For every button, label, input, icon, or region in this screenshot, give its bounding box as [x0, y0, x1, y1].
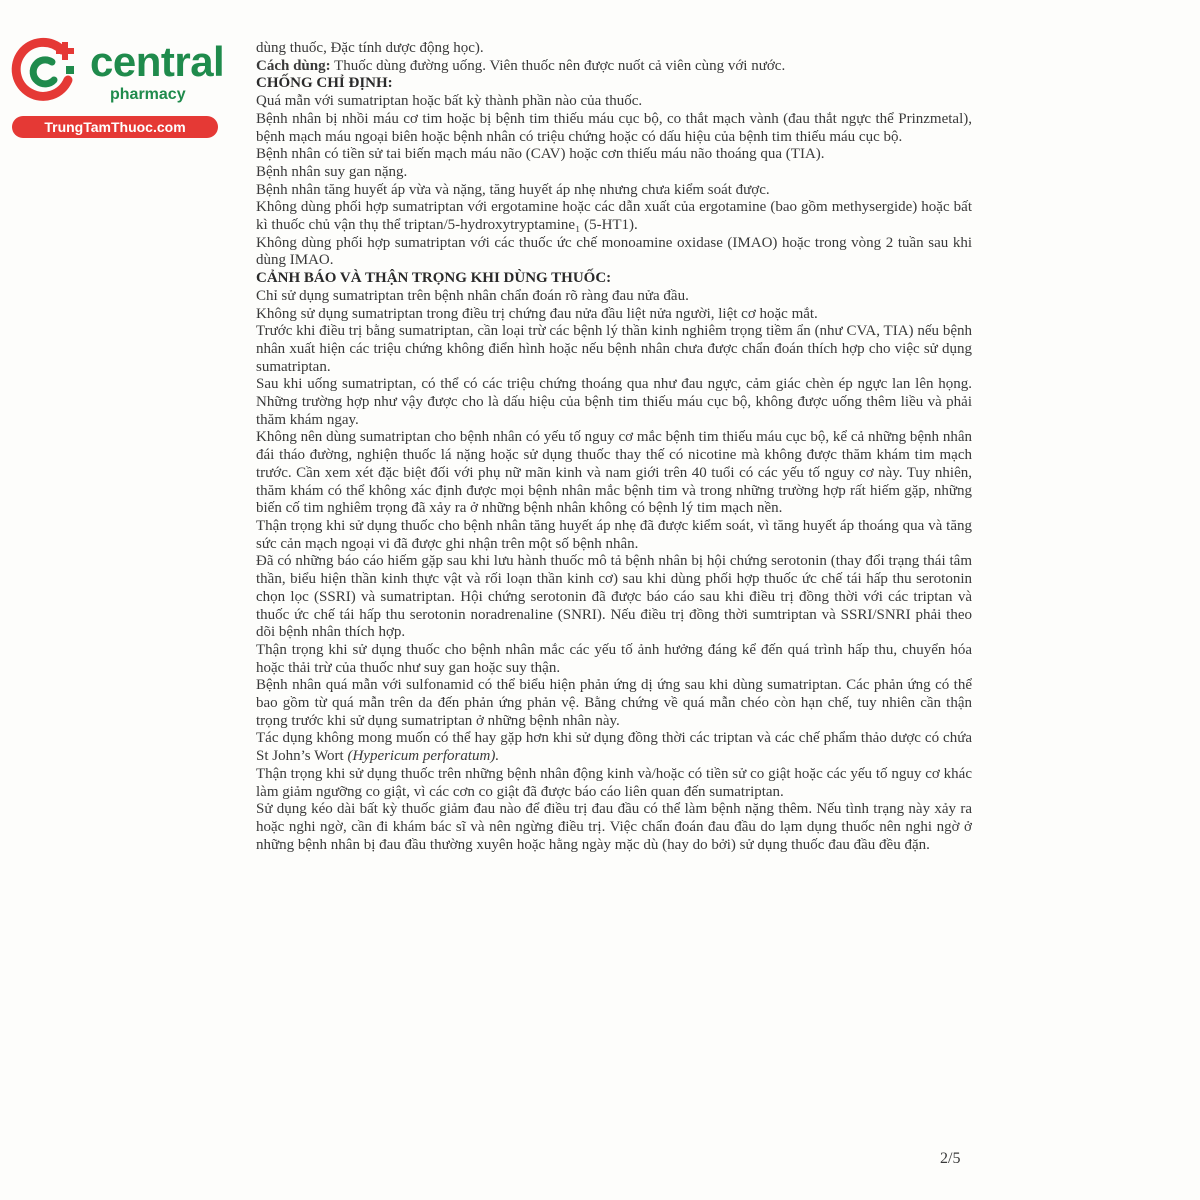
warning-paragraph: Sau khi uống sumatriptan, có thể có các triệu chứng thoáng qua như đau ngực, cảm giác chèn ép ngực lan lên họng. Những trường hợp như vậy được cho là dấu hiệu của bệnh tim thiếu máu cục bộ, không được uống thêm liều và phải thăm khám ngay.	[256, 376, 972, 428]
contra-paragraph: Bệnh nhân tăng huyết áp vừa và nặng, tăng huyết áp nhẹ nhưng chưa kiểm soát được.	[256, 181, 770, 198]
brand-url-badge[interactable]: TrungTamThuoc.com	[12, 116, 218, 138]
contra-paragraph: Quá mẫn với sumatriptan hoặc bất kỳ thành phần nào của thuốc.	[256, 93, 643, 110]
warning-paragraph: Thận trọng khi sử dụng thuốc trên những bệnh nhân động kinh và/hoặc có tiền sử co giật hoặc các yếu tố nguy cơ khác làm giảm ngưỡng co giật, vì các cơn co giật đã được báo cáo liên quan đến sumatriptan.	[256, 765, 972, 800]
brand-logo[interactable]	[10, 36, 225, 136]
warnings-heading: CẢNH BÁO VÀ THẬN TRỌNG KHI DÙNG THUỐC:	[256, 270, 612, 287]
leaflet-text	[256, 40, 972, 854]
warning-paragraph: Sử dụng kéo dài bất kỳ thuốc giảm đau nào để điều trị đau đầu có thể làm bệnh nặng thêm. Nếu tình trạng này xảy ra hoặc nghi ngờ, cần đi khám bác sĩ và nên ngừng điều trị. Việc chẩn đoán đau đầu do lạm dụng thuốc nên nghi ngờ ở những bệnh nhân bị đau đầu thường xuyên hoặc hằng ngày mặc dù (hay do bởi) sử dụng thuốc đau đầu đều đặn.	[256, 801, 972, 853]
page-number: 2/5	[940, 1150, 961, 1167]
warning-paragraph	[256, 730, 972, 765]
contra-paragraph: Bệnh nhân suy gan nặng.	[256, 163, 408, 180]
contraindications-heading: CHỐNG CHỈ ĐỊNH:	[256, 75, 393, 92]
warning-paragraph: Trước khi điều trị bằng sumatriptan, cần loại trừ các bệnh lý thần kinh nghiêm trọng tiềm ẩn (như CVA, TIA) nếu bệnh nhân xuất hiện các triệu chứng không điển hình hoặc nếu bệnh nhân chưa được chẩn đoán thích hợp cho việc sử dụng sumatriptan.	[256, 323, 972, 375]
warning-paragraph: Thận trọng khi sử dụng thuốc cho bệnh nhân mắc các yếu tố ảnh hưởng đáng kể đến quá trình hấp thu, chuyển hóa hoặc thải trừ của thuốc như suy gan hoặc suy thận.	[256, 641, 972, 676]
warning-paragraph: Bệnh nhân quá mẫn với sulfonamid có thể biểu hiện phản ứng dị ứng sau khi dùng sumatriptan. Các phản ứng có thể bao gồm từ quá mẫn trên da đến phản ứng phản vệ. Bằng chứng về quá mẫn chéo còn hạn chế, tuy nhiên cần thận trọng trước khi sử dụng sumatriptan ở những bệnh nhân này.	[256, 677, 972, 729]
warning-paragraph: Đã có những báo cáo hiếm gặp sau khi lưu hành thuốc mô tả bệnh nhân bị hội chứng serotonin (thay đổi trạng thái tâm thần, biểu hiện thần kinh thực vật và rối loạn thần kinh cơ) sau khi dùng phối hợp thuốc ức chế tái hấp thu serotonin chọn lọc (SSRI) và sumatriptan. Hội chứng serotonin đã được báo cáo sau khi điều trị đồng thời với các triptan và thuốc ức chế tái hấp thu serotonin noradrenaline (SNRI). Nếu điều trị đồng thời sumtriptan và SSRI/SNRI phải theo dõi bệnh nhân thích hợp.	[256, 553, 972, 641]
brand-subtitle: pharmacy	[110, 86, 186, 103]
usage-paragraph	[256, 58, 972, 76]
contra-paragraph: Không dùng phối hợp sumatriptan với ergotamine hoặc các dẫn xuất của ergotamine (bao gồm methysergide) hoặc bất kì thuốc chủ vận thụ thể triptan/5-hydroxytryptamine₁ (5-HT1).	[256, 199, 972, 234]
warning-paragraph: Thận trọng khi sử dụng thuốc cho bệnh nhân tăng huyết áp nhẹ đã được kiểm soát, vì tăng huyết áp thoáng qua và tăng sức cản mạch ngoại vi đã được ghi nhận trên một số bệnh nhân.	[256, 517, 972, 552]
contra-paragraph: Bệnh nhân có tiền sử tai biến mạch máu não (CAV) hoặc cơn thiếu máu não thoáng qua (TIA).	[256, 146, 825, 163]
warning-paragraph: Không nên dùng sumatriptan cho bệnh nhân có yếu tố nguy cơ mắc bệnh tim thiếu máu cục bộ, kể cả những bệnh nhân đái tháo đường, nghiện thuốc lá nặng hoặc sử dụng thuốc thay thế có nicotine mà không được thăm khám tim mạch trước. Cần xem xét đặc biệt đối với phụ nữ mãn kinh và nam giới trên 40 tuổi có các yếu tố nguy cơ này. Tuy nhiên, thăm khám có thể không xác định được mọi bệnh nhân mắc bệnh tim và trong những trường hợp rất hiếm gặp, những biến cố tim nghiêm trọng đã xảy ra ở những bệnh nhân không có bệnh lý tim mạch nền.	[256, 429, 972, 517]
wort-latin-name: (Hypericum perforatum).	[347, 748, 500, 765]
usage-label: Cách dùng:	[256, 57, 331, 74]
central-pharmacy-logo-icon	[10, 36, 80, 106]
intro-line: dùng thuốc, Đặc tính dược động học).	[256, 40, 484, 56]
contra-paragraph: Bệnh nhân bị nhồi máu cơ tim hoặc bị bệnh tim thiếu máu cục bộ, co thắt mạch vành (đau thắt ngực thể Prinzmetal), bệnh mạch máu ngoại biên hoặc bệnh nhân có triệu chứng hoặc có dấu hiệu của bệnh tim thiếu máu cục bộ.	[256, 110, 972, 145]
contra-paragraph: Không dùng phối hợp sumatriptan với các thuốc ức chế monoamine oxidase (IMAO) hoặc trong vòng 2 tuần sau khi dùng IMAO.	[256, 234, 972, 269]
wort-text: Tác dụng không mong muốn có thể hay gặp hơn khi sử dụng đồng thời các triptan và các chế phẩm thảo dược có chứa St John’s Wort	[256, 730, 972, 765]
usage-text: Thuốc dùng đường uống. Viên thuốc nên được nuốt cả viên cùng với nước.	[330, 57, 786, 74]
warning-paragraph: Chỉ sử dụng sumatriptan trên bệnh nhân chẩn đoán rõ ràng đau nửa đầu.	[256, 287, 689, 304]
brand-name: central	[90, 38, 225, 85]
warning-paragraph: Không sử dụng sumatriptan trong điều trị chứng đau nửa đầu liệt nửa người, liệt cơ hoặc mắt.	[256, 305, 818, 322]
